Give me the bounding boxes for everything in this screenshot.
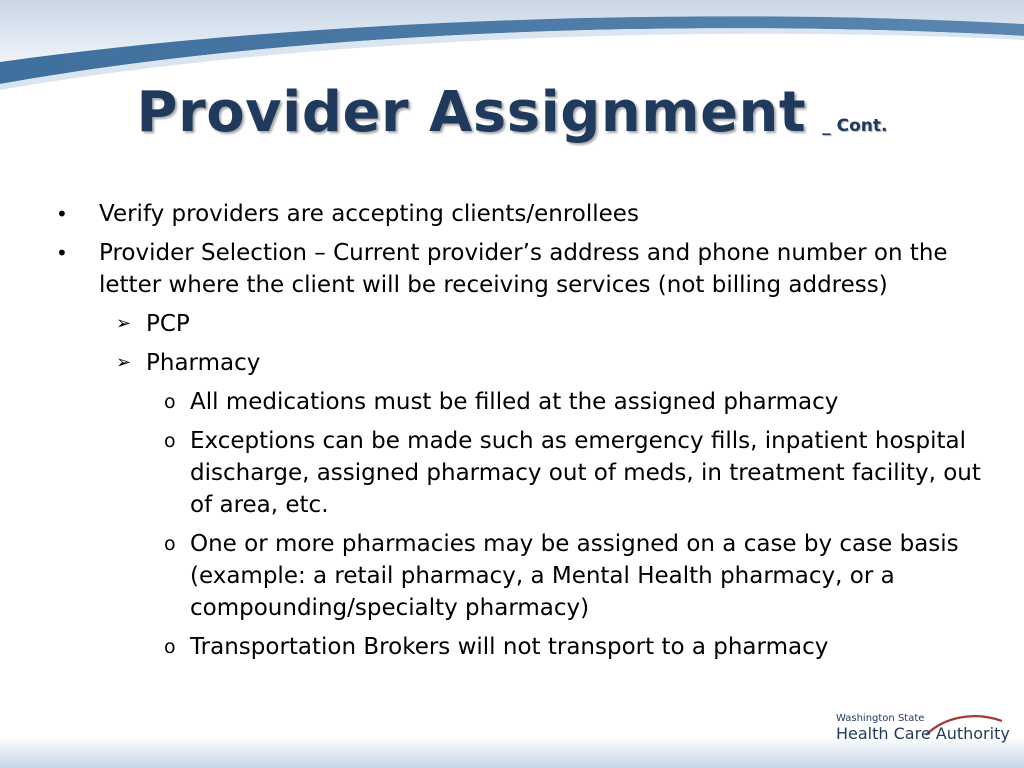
arrow-bullet-icon: ➢ [116,352,132,373]
subbullet-item [56,347,981,379]
pharmacy-item [56,386,981,418]
circle-bullet-icon: o [164,533,176,555]
title-suffix: _ Cont. [822,116,888,136]
logo-line1: Washington State [836,713,925,724]
subbullet-text: Pharmacy [146,350,261,376]
circle-bullet-icon: o [164,430,176,452]
pharmacy-item [56,631,981,663]
pharmacy-item-text: One or more pharmacies may be assigned on a case by case basis (example: a retail pharmacy, a Mental Health pharmacy, or a compounding/specialty pharmacy) [190,531,959,621]
pharmacy-item-text: Transportation Brokers will not transport to a pharmacy [190,634,829,660]
circle-bullet-icon: o [164,391,176,413]
circle-bullet-icon: o [164,636,176,658]
logo-line2: Health Care Authority [836,724,1010,743]
title-main: Provider Assignment [136,80,807,145]
pharmacy-item-text: All medications must be filled at the assigned pharmacy [190,389,839,415]
bullet-item [56,198,981,230]
subbullet-text: PCP [146,311,190,337]
bullet-text: Provider Selection – Current provider’s address and phone number on the letter where the client will be receiving services (not billing address) [99,240,948,298]
slide-content [56,198,981,670]
bullet-item [56,237,981,301]
bullet-text: Verify providers are accepting clients/enrollees [99,201,639,227]
hca-logo [836,713,1008,747]
subbullet-item [56,308,981,340]
pharmacy-item [56,528,981,624]
slide-title [0,80,1024,145]
bullet-marker: • [56,241,68,265]
pharmacy-item [56,425,981,521]
arrow-bullet-icon: ➢ [116,313,132,334]
pharmacy-item-text: Exceptions can be made such as emergency fills, inpatient hospital discharge, assigned pharmacy out of meds, in treatment facility, out of area, etc. [190,428,981,518]
bullet-marker: • [56,202,68,226]
